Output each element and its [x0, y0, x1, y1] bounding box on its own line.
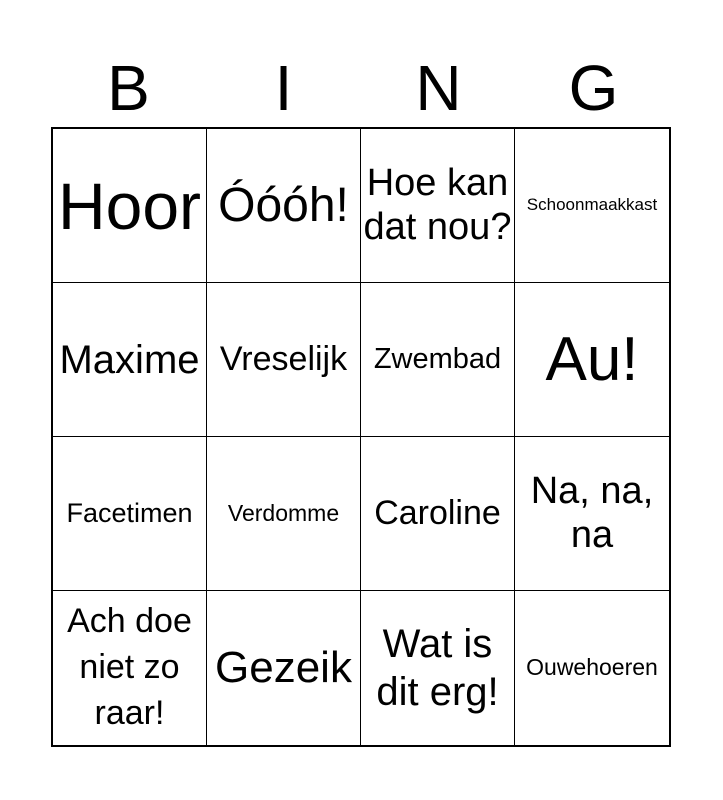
bingo-cell-r3-c1[interactable] [53, 437, 207, 591]
bingo-cell-r2-c2[interactable] [207, 283, 361, 437]
cell-text: Ouwehoeren [526, 654, 658, 681]
cell-text: Gezeik [215, 643, 352, 693]
bingo-cell-r4-c3[interactable] [361, 591, 515, 745]
cell-text: Facetimen [66, 498, 193, 529]
bingo-cell-r4-c2[interactable] [207, 591, 361, 745]
bingo-cell-r1-c2[interactable] [207, 129, 361, 283]
bingo-cell-r4-c4[interactable] [515, 591, 669, 745]
cell-text: Óóóh! [218, 178, 349, 232]
bingo-cell-r1-c4[interactable] [515, 129, 669, 283]
bingo-cell-r3-c3[interactable] [361, 437, 515, 591]
bingo-cell-r1-c3[interactable] [361, 129, 515, 283]
bingo-cell-r2-c1[interactable] [53, 283, 207, 437]
cell-text: Schoonmaakkast [526, 195, 658, 215]
cell-text: Au! [545, 324, 639, 394]
cell-text: Verdomme [227, 499, 340, 526]
cell-text: Wat is dit erg! [376, 622, 499, 714]
bingo-cell-r1-c1[interactable] [53, 129, 207, 283]
bingo-board [51, 127, 671, 747]
cell-text: Caroline [374, 493, 501, 532]
header-letter-i: I [274, 52, 293, 124]
bingo-cell-r4-c1[interactable] [53, 591, 207, 745]
cell-text: Vreselijk [219, 339, 348, 378]
cell-text: Na, na, na [530, 469, 654, 556]
header-letter-n: N [415, 52, 462, 124]
cell-text: Hoor [57, 168, 202, 243]
bingo-cell-r2-c4[interactable] [515, 283, 669, 437]
header-letter-g: G [568, 52, 619, 124]
bingo-header [51, 50, 671, 126]
header-letter-b: B [107, 52, 150, 124]
bingo-cell-r2-c3[interactable] [361, 283, 515, 437]
cell-text: Hoe kan dat nou? [363, 161, 512, 248]
cell-text: Ach doe niet zo raar! [67, 602, 192, 732]
bingo-cell-r3-c2[interactable] [207, 437, 361, 591]
cell-text: Maxime [59, 337, 200, 382]
bingo-cell-r3-c4[interactable] [515, 437, 669, 591]
cell-text: Zwembad [373, 343, 502, 376]
